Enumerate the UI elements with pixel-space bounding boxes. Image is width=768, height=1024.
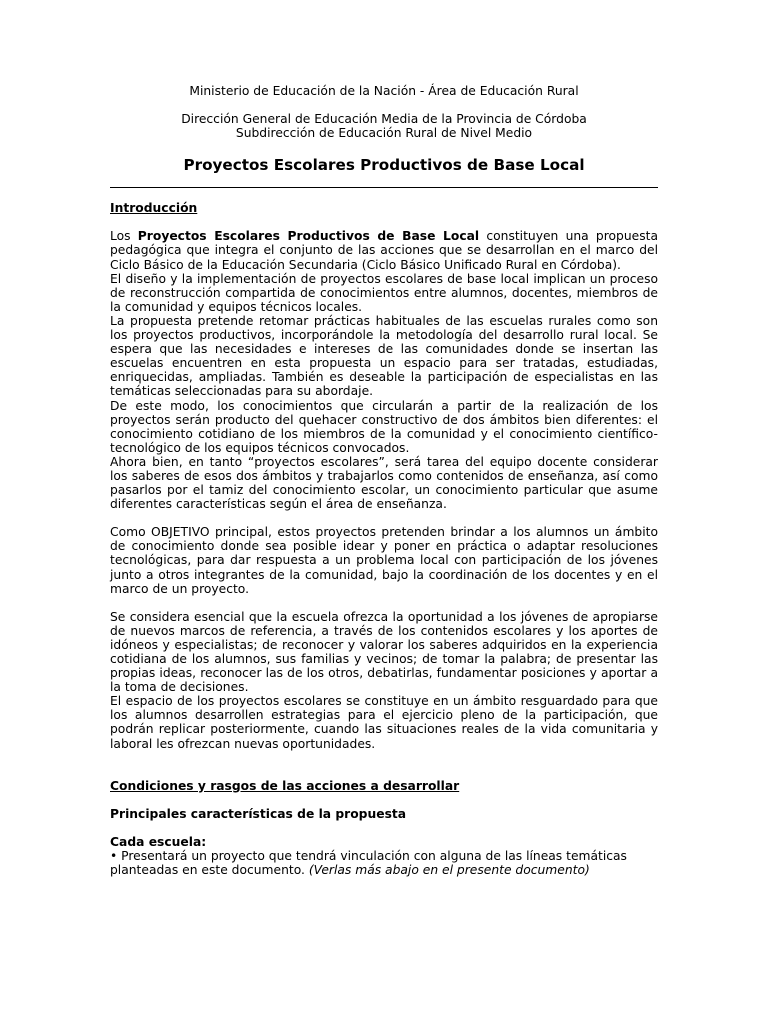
intro-paragraph-3: La propuesta pretende retomar prácticas habituales de las escuelas rurales como son los proyectos productivos, incorporándole la metodología del desarrollo rural local. Se espera que las necesidades e intereses de las comunidades donde se insertan las escuelas encuentren en esta propuesta un espacio para ser tratadas, estudiadas, enriquecidas, ampliadas. También es deseable la participación de especialistas en las temáticas seleccionadas para su abordaje. [110,313,658,399]
essential-paragraph: Se considera esencial que la escuela ofrezca la oportunidad a los jóvenes de apropiarse de nuevos marcos de referencia, a través de los contenidos escolares y los aportes de idóneos y especialistas; de reconocer y valorar los saberes adquiridos en la experiencia cotidiana de los alumnos, sus familias y vecinos; de tomar la palabra; de presentar las propias ideas, reconocer las de los otros, debatirlas, fundamentar posiciones y aportar a la toma de decisiones. [110,609,658,695]
conditions-heading: Condiciones y rasgos de las acciones a desarrollar [110,778,460,793]
document-content [110,84,658,877]
intro-heading: Introducción [110,201,198,216]
objective-paragraph: Como OBJETIVO principal, estos proyectos pretenden brindar a los alumnos un ámbito de conocimiento donde sea posible idear y poner en práctica o adaptar resoluciones tecnológicas, para dar respuesta a un problema local con participación de los jóvenes junto a otros integrantes de la comunidad, bajo la coordinación de los docentes y en el marco de un proyecto. [110,525,658,596]
header-direction: Dirección General de Educación Media de la Provincia de Córdoba [181,112,587,127]
header-ministry: Ministerio de Educación de la Nación - Área de Educación Rural [189,84,579,98]
intro-paragraph-2: El diseño y la implementación de proyectos escolares de base local implican un proceso de reconstrucción compartida de conocimientos entre alumnos, docentes, miembros de la comunidad y equipos técnicos locales. [110,271,658,314]
intro-paragraph-4: De este modo, los conocimientos que circularán a partir de la realización de los proyectos serán producto del quehacer constructivo de dos ámbitos bien diferentes: el conocimiento cotidiano de los miembros de la comunidad y el conocimiento científico-tecnológico de los equipos técnicos convocados. [110,398,658,455]
intro-paragraph-1 [110,229,658,271]
bullet-1-text: • Presentará un proyecto que tendrá vinculación con alguna de las líneas temáticas planteadas en este documento. [110,848,627,878]
space-paragraph: El espacio de los proyectos escolares se constituye en un ámbito resguardado para que los alumnos desarrollen estrategias para el ejercicio pleno de la participación, que podrán replicar posteriormente, cuando las situaciones reales de la vida comunitaria y laboral les ofrezcan nuevas oportunidades. [110,694,658,751]
each-school-label: Cada escuela: [110,834,207,849]
intro-p1-rest: constituyen una propuesta pedagógica que integra el conjunto de las acciones que se desarrollan en el marco del Ciclo Básico de la Educación Secundaria (Ciclo Básico Unificado Rural en Córdoba). [110,229,658,272]
bullet-item-1 [110,849,658,877]
intro-p1-bold: Proyectos Escolares Productivos de Base Local [137,229,480,244]
bullet-1-note: (Verlas más abajo en el presente documento) [308,863,590,878]
intro-p1-prefix: Los [110,229,138,244]
header-subdirection: Subdirección de Educación Rural de Nivel Medio [235,126,533,141]
features-subheading: Principales características de la propuesta [110,806,407,821]
intro-paragraph-5: Ahora bien, en tanto “proyectos escolares”, será tarea del equipo docente considerar los saberes de esos dos ámbitos y trabajarlos como contenidos de enseñanza, así como pasarlos por el tamiz del conocimiento escolar, un conocimiento particular que asume diferentes características según el área de enseñanza. [110,454,658,512]
document-title: Proyectos Escolares Productivos de Base Local [183,156,585,175]
